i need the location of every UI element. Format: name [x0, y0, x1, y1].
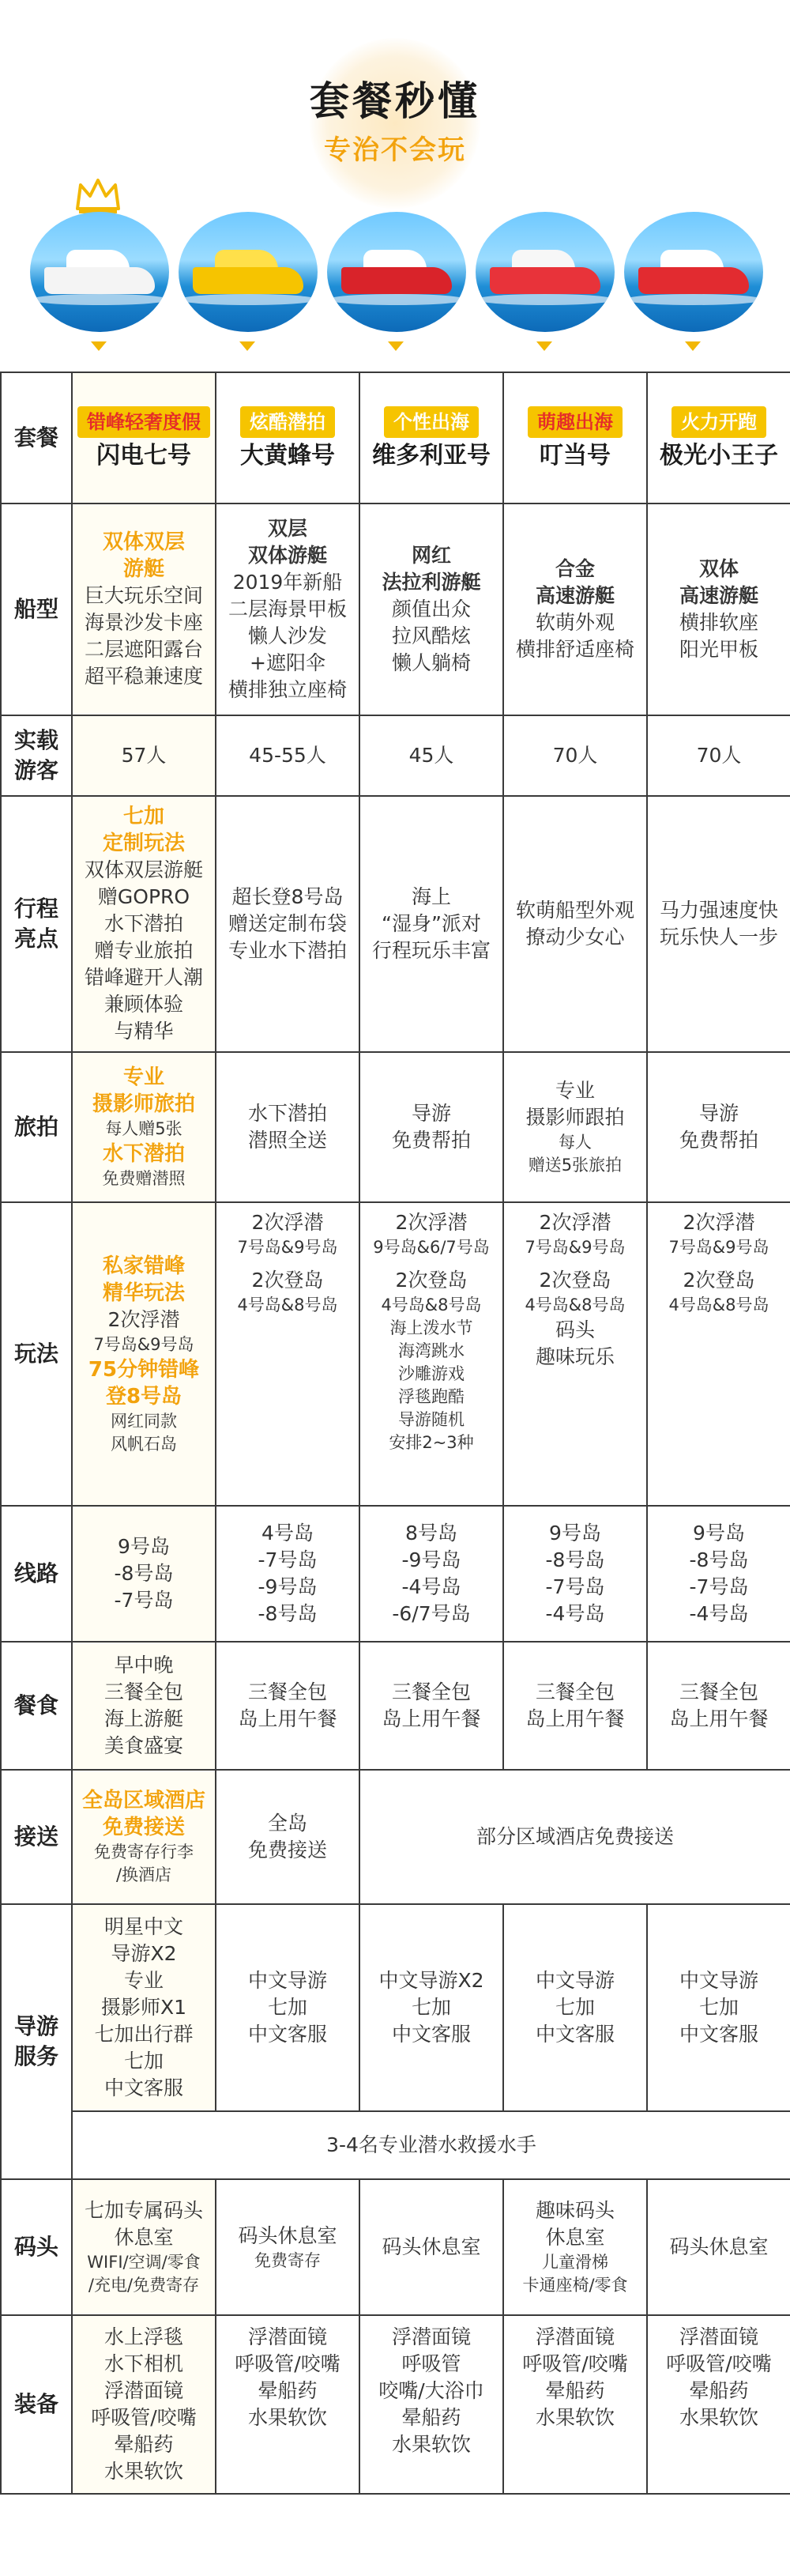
page-title: 套餐秒懂 — [310, 78, 480, 124]
text-heading: 双体游艇 — [247, 544, 327, 567]
text-line: 中文客服 — [247, 2023, 327, 2046]
text-line: 赠GOPRO — [97, 885, 190, 908]
package-1 — [72, 372, 216, 504]
route-stop: -8号岛 — [258, 1602, 318, 1625]
text-line: 中文客服 — [391, 2023, 471, 2046]
text-line: 码头休息室 — [669, 2235, 769, 2258]
pointer-5 — [685, 341, 701, 351]
package-name: 维多利亚号 — [372, 442, 491, 470]
capacity-5: 70人 — [647, 715, 790, 796]
text-line: 超平稳兼速度 — [84, 665, 203, 688]
transfer-2 — [216, 1770, 359, 1904]
meals-2 — [216, 1642, 359, 1770]
text-line: 水上浮毯 — [103, 2325, 183, 2348]
gear-5 — [647, 2315, 790, 2494]
package-3 — [359, 372, 503, 504]
row-pier — [1, 2179, 790, 2315]
text-line: 明星中文 — [103, 1915, 183, 1938]
text-line: 浮潜面镜 — [103, 2379, 183, 2402]
text-line: 咬嘴/大浴巾 — [378, 2379, 484, 2402]
small-text: 4号岛&8号岛 — [668, 1296, 769, 1314]
text-line: 赠专业旅拍 — [94, 939, 194, 962]
text-line: 巨大玩乐空间 — [84, 584, 203, 607]
small-text: 网红同款 — [111, 1411, 177, 1431]
text-line: 2次登岛 — [251, 1269, 324, 1292]
pier-1 — [72, 2179, 216, 2315]
row-transfer — [1, 1770, 790, 1904]
small-text: WIFI/空调/零食 — [87, 2253, 201, 2272]
capacity-2: 45-55人 — [216, 715, 359, 796]
boat-photo-1 — [30, 212, 169, 332]
photo-3 — [359, 1052, 503, 1202]
text-line: 呼吸管/咬嘴 — [235, 2352, 340, 2375]
text-line: 水果软饮 — [679, 2406, 758, 2429]
small-text: 4号岛&8号岛 — [237, 1296, 338, 1314]
text-line: 导游 — [698, 1102, 739, 1125]
label-meals: 餐食 — [1, 1642, 72, 1770]
text-line: 马力强速度快 — [659, 899, 778, 922]
text-line: 七加 — [411, 1996, 451, 2019]
pier-5 — [647, 2179, 790, 2315]
row-highlights — [1, 796, 790, 1052]
highlight-text: 水下潜拍 — [102, 1142, 185, 1166]
text-heading: 合金 — [555, 557, 595, 580]
route-4 — [503, 1506, 647, 1642]
boat-photo-3 — [327, 212, 466, 332]
row-play — [1, 1202, 790, 1506]
guide-4 — [503, 1904, 647, 2111]
label-boat-type: 船型 — [1, 504, 72, 715]
text-line: 软萌船型外观 — [515, 899, 634, 922]
route-3 — [359, 1506, 503, 1642]
package-4 — [503, 372, 647, 504]
boat-photo-4 — [476, 212, 615, 332]
small-text: 7号岛&9号岛 — [237, 1238, 338, 1257]
route-stop: 8号岛 — [405, 1522, 457, 1544]
small-text: 9号岛&6/7号岛 — [373, 1238, 490, 1257]
text-line: 2次浮潜 — [251, 1211, 324, 1234]
text-line: 横排独立座椅 — [228, 678, 347, 701]
text-line: 码头休息室 — [238, 2223, 337, 2247]
text-line: 中文导游 — [535, 1969, 615, 1992]
label-pier: 码头 — [1, 2179, 72, 2315]
text-line: 岛上用午餐 — [238, 1707, 337, 1730]
text-line: 趣味玩乐 — [535, 1345, 615, 1368]
guide-1 — [72, 1904, 216, 2111]
package-badge: 错峰轻奢度假 — [77, 406, 210, 438]
play-1 — [72, 1202, 216, 1506]
text-line: 二层遮阳露台 — [84, 638, 203, 661]
text-line: 免费接送 — [247, 1839, 327, 1861]
text-line: 浮潜面镜 — [679, 2325, 758, 2348]
text-line: 2次浮潜 — [107, 1307, 180, 1331]
text-line: 中文客服 — [103, 2076, 183, 2099]
text-line: 超长登8号岛 — [231, 885, 344, 908]
small-text: 免费寄存行李 — [94, 1842, 194, 1861]
text-line: 浮潜面镜 — [391, 2325, 471, 2348]
text-heading: 高速游艇 — [535, 584, 615, 607]
small-text: 海湾跳水 — [398, 1341, 465, 1360]
package-name: 叮当号 — [540, 442, 611, 470]
text-line: 七加 — [267, 1996, 307, 2019]
route-stop: 9号岛 — [693, 1522, 745, 1544]
highlight-text: 七加 — [122, 805, 164, 828]
boat-type-5 — [647, 504, 790, 715]
text-line: 颜值出众 — [391, 598, 471, 620]
text-line: 水果软饮 — [103, 2460, 183, 2483]
highlights-1 — [72, 796, 216, 1052]
text-line: 三餐全包 — [103, 1680, 183, 1703]
gear-1 — [72, 2315, 216, 2494]
label-text: 行程 — [13, 896, 58, 922]
text-line: 2次浮潜 — [683, 1211, 755, 1234]
label-guide — [1, 1904, 72, 2179]
highlight-text: 双体双层 — [102, 530, 185, 554]
row-photo — [1, 1052, 790, 1202]
package-name: 大黄蜂号 — [240, 442, 335, 470]
play-4 — [503, 1202, 647, 1506]
header — [0, 0, 790, 372]
text-line: 2019年新船 — [232, 571, 343, 594]
row-boat-type — [1, 504, 790, 715]
text-heading: 双体 — [698, 557, 739, 580]
text-line: 兼顾体验 — [103, 993, 183, 1016]
text-line: 水果软饮 — [247, 2406, 327, 2429]
route-1 — [72, 1506, 216, 1642]
text-line: 阳光甲板 — [679, 638, 758, 661]
pier-4 — [503, 2179, 647, 2315]
route-stop: -7号岛 — [114, 1589, 174, 1612]
highlights-5 — [647, 796, 790, 1052]
text-line: 中文导游 — [679, 1969, 758, 1992]
boat-type-3 — [359, 504, 503, 715]
guide-5 — [647, 1904, 790, 2111]
highlights-3 — [359, 796, 503, 1052]
package-2 — [216, 372, 359, 504]
row-meals — [1, 1642, 790, 1770]
small-text: 海上泼水节 — [389, 1318, 473, 1337]
highlight-text: 游艇 — [122, 557, 164, 581]
small-text: 每人赠5张 — [105, 1119, 182, 1138]
small-text: 安排2~3种 — [389, 1433, 474, 1452]
small-text: 4号岛&8号岛 — [381, 1296, 482, 1314]
text-line: 2次浮潜 — [539, 1211, 611, 1234]
label-route: 线路 — [1, 1506, 72, 1642]
text-line: +遮阳伞 — [250, 651, 325, 674]
photo-2 — [216, 1052, 359, 1202]
text-line: 水果软饮 — [535, 2406, 615, 2429]
play-2 — [216, 1202, 359, 1506]
text-line: 赠送定制布袋 — [228, 912, 347, 935]
highlights-4 — [503, 796, 647, 1052]
text-line: 浮潜面镜 — [247, 2325, 327, 2348]
boat-photo-5 — [624, 212, 763, 332]
boat-type-2 — [216, 504, 359, 715]
text-line: 岛上用午餐 — [669, 1707, 769, 1730]
text-line: 码头 — [555, 1318, 595, 1341]
meals-4 — [503, 1642, 647, 1770]
capacity-3: 45人 — [359, 715, 503, 796]
small-text: 沙雕游戏 — [398, 1364, 465, 1383]
highlight-text: 定制玩法 — [102, 832, 185, 855]
package-badge: 个性出海 — [384, 406, 479, 438]
transfer-1 — [72, 1770, 216, 1904]
text-line: 呼吸管/咬嘴 — [666, 2352, 772, 2375]
text-line: 中文导游 — [247, 1969, 327, 1992]
package-badge: 萌趣出海 — [528, 406, 623, 438]
text-line: 2次登岛 — [539, 1269, 611, 1292]
pointer-3 — [388, 341, 404, 351]
package-name: 极光小王子 — [660, 442, 778, 470]
text-line: 岛上用午餐 — [525, 1707, 625, 1730]
label-transfer: 接送 — [1, 1770, 72, 1904]
package-badge: 炫酷潜拍 — [240, 406, 335, 438]
gear-4 — [503, 2315, 647, 2494]
row-route — [1, 1506, 790, 1642]
text-line: 休息室 — [545, 2226, 605, 2249]
text-line: 错峰避开人潮 — [84, 966, 203, 989]
text-heading: 法拉利游艇 — [382, 571, 481, 594]
route-stop: -8号岛 — [545, 1548, 605, 1571]
text-line: 懒人躺椅 — [391, 651, 471, 674]
meals-5 — [647, 1642, 790, 1770]
text-line: 浮潜面镜 — [535, 2325, 615, 2348]
row-capacity — [1, 715, 790, 796]
small-text: 7号岛&9号岛 — [93, 1334, 194, 1354]
route-stop: 9号岛 — [549, 1522, 601, 1544]
text-line: 懒人沙发 — [247, 624, 327, 647]
route-stop: -8号岛 — [689, 1548, 749, 1571]
meals-3 — [359, 1642, 503, 1770]
text-line: 二层海景甲板 — [228, 598, 347, 620]
route-stop: -7号岛 — [689, 1575, 749, 1598]
text-line: 七加 — [123, 2050, 164, 2072]
text-line: 水下潜拍 — [247, 1102, 327, 1125]
small-text: /充电/免费寄存 — [88, 2276, 200, 2295]
text-line: 呼吸管 — [401, 2352, 461, 2375]
small-text: 卡通座椅/零食 — [522, 2276, 628, 2295]
route-stop: -4号岛 — [689, 1602, 749, 1625]
text-line: 2次登岛 — [683, 1269, 755, 1292]
text-line: 三餐全包 — [535, 1680, 615, 1703]
text-line: 晕船药 — [401, 2406, 461, 2429]
route-stop: -9号岛 — [401, 1548, 461, 1571]
text-line: 行程玩乐丰富 — [371, 939, 491, 962]
text-line: 晕船药 — [689, 2379, 749, 2402]
photo-1 — [72, 1052, 216, 1202]
highlight-text: 精华玩法 — [102, 1280, 185, 1305]
label-text: 服务 — [13, 2043, 58, 2069]
route-stop: -8号岛 — [114, 1562, 174, 1585]
text-heading: 网红 — [411, 544, 451, 567]
text-line: 导游X2 — [111, 1942, 177, 1965]
package-name: 闪电七号 — [96, 442, 191, 470]
text-line: 呼吸管/咬嘴 — [522, 2352, 628, 2375]
play-5 — [647, 1202, 790, 1506]
meals-1 — [72, 1642, 216, 1770]
comparison-table — [0, 372, 790, 2495]
text-line: 早中晚 — [114, 1654, 174, 1676]
text-line: 免费帮拍 — [391, 1129, 471, 1152]
text-line: 水下潜拍 — [103, 912, 183, 935]
route-stop: -9号岛 — [258, 1575, 318, 1598]
text-line: 2次浮潜 — [395, 1211, 468, 1234]
text-line: 摄影师X1 — [100, 1996, 187, 2019]
text-line: 三餐全包 — [247, 1680, 327, 1703]
package-5 — [647, 372, 790, 504]
label-photo: 旅拍 — [1, 1052, 72, 1202]
text-line: 海上 — [411, 885, 451, 908]
text-heading: 高速游艇 — [679, 584, 758, 607]
highlight-text: 免费接送 — [102, 1816, 185, 1839]
label-highlights — [1, 796, 72, 1052]
row-package — [1, 372, 790, 504]
highlight-text: 登8号岛 — [105, 1384, 182, 1409]
pointer-2 — [239, 341, 255, 351]
text-line: 横排舒适座椅 — [515, 638, 634, 661]
text-line: 海上游艇 — [103, 1707, 183, 1730]
small-text: 免费赠潜照 — [102, 1169, 186, 1188]
pier-2 — [216, 2179, 359, 2315]
small-text: 赠送5张旅拍 — [528, 1156, 623, 1175]
text-line: 晕船药 — [114, 2433, 174, 2456]
text-line: 中文客服 — [535, 2023, 615, 2046]
text-line: 水下相机 — [103, 2352, 183, 2375]
text-line: 趣味码头 — [535, 2199, 615, 2222]
text-line: 专业 — [555, 1079, 595, 1102]
text-line: 三餐全包 — [679, 1680, 758, 1703]
text-line: 七加 — [555, 1996, 595, 2019]
text-line: 岛上用午餐 — [382, 1707, 481, 1730]
highlight-text: 75分钟错峰 — [88, 1357, 200, 1382]
highlights-2 — [216, 796, 359, 1052]
route-5 — [647, 1506, 790, 1642]
capacity-1: 57人 — [72, 715, 216, 796]
route-stop: -4号岛 — [401, 1575, 461, 1598]
boat-type-1 — [72, 504, 216, 715]
label-text: 亮点 — [13, 926, 58, 952]
package-badge: 火力开跑 — [672, 406, 766, 438]
highlight-text: 全岛区域酒店 — [81, 1789, 205, 1812]
text-line: 拉风酷炫 — [391, 624, 471, 647]
route-stop: 9号岛 — [118, 1535, 170, 1558]
label-capacity — [1, 715, 72, 796]
small-text: 4号岛&8号岛 — [525, 1296, 626, 1314]
text-line: 休息室 — [114, 2226, 174, 2249]
small-text: 儿童滑梯 — [542, 2253, 608, 2272]
text-line: 中文客服 — [679, 2023, 758, 2046]
text-line: 专业 — [123, 1969, 164, 1992]
pier-3 — [359, 2179, 503, 2315]
guide-3 — [359, 1904, 503, 2111]
play-3 — [359, 1202, 503, 1506]
boat-photo-2 — [179, 212, 318, 332]
text-line: 专业水下潜拍 — [228, 939, 347, 962]
route-stop: 4号岛 — [261, 1522, 314, 1544]
route-stop: -6/7号岛 — [392, 1602, 471, 1625]
text-line: 导游 — [411, 1102, 451, 1125]
row-gear — [1, 2315, 790, 2494]
text-line: 七加出行群 — [94, 2023, 194, 2046]
pointer-1 — [91, 341, 107, 351]
pointer-4 — [536, 341, 552, 351]
text-line: 与精华 — [114, 1020, 174, 1043]
text-line: 全岛 — [267, 1812, 307, 1835]
text-line: 免费帮拍 — [679, 1129, 758, 1152]
photo-5 — [647, 1052, 790, 1202]
gear-2 — [216, 2315, 359, 2494]
text-line: 2次登岛 — [395, 1269, 468, 1292]
row-guide — [1, 1904, 790, 2111]
text-heading: 双层 — [267, 517, 307, 540]
highlight-text: 摄影师旅拍 — [92, 1092, 195, 1116]
text-line: 潜照全送 — [247, 1129, 327, 1152]
label-text: 导游 — [13, 2013, 58, 2039]
rescue-info: 3-4名专业潜水救援水手 — [72, 2111, 790, 2179]
text-line: 撩动少女心 — [525, 926, 625, 949]
text-line: 三餐全包 — [391, 1680, 471, 1703]
transfer-rest: 部分区域酒店免费接送 — [359, 1770, 790, 1904]
route-stop: -4号岛 — [545, 1602, 605, 1625]
label-text: 游客 — [13, 757, 58, 783]
small-text: 每人 — [559, 1133, 592, 1152]
label-text: 实载 — [13, 727, 58, 753]
small-text: 免费寄存 — [254, 2250, 321, 2270]
label-package: 套餐 — [1, 372, 72, 504]
text-line: 七加专属码头 — [84, 2199, 203, 2222]
text-line: 码头休息室 — [382, 2235, 481, 2258]
route-stop: -7号岛 — [545, 1575, 605, 1598]
crown-icon — [73, 175, 123, 217]
highlight-text: 专业 — [122, 1065, 164, 1089]
small-text: 导游随机 — [398, 1410, 465, 1429]
text-line: 海景沙发卡座 — [84, 611, 203, 634]
text-line: 呼吸管/咬嘴 — [91, 2406, 197, 2429]
small-text: 风帆石岛 — [111, 1434, 177, 1454]
text-line: 软萌外观 — [535, 611, 615, 634]
capacity-4: 70人 — [503, 715, 647, 796]
gear-3 — [359, 2315, 503, 2494]
text-line: 摄影师跟拍 — [525, 1106, 625, 1129]
highlight-text: 私家错峰 — [102, 1254, 185, 1278]
guide-2 — [216, 1904, 359, 2111]
text-line: 中文导游X2 — [378, 1969, 484, 1992]
text-line: 水果软饮 — [391, 2433, 471, 2456]
photo-4 — [503, 1052, 647, 1202]
small-text: 7号岛&9号岛 — [668, 1238, 769, 1257]
boat-type-4 — [503, 504, 647, 715]
page-subtitle: 专治不会玩 — [324, 134, 466, 166]
small-text: /换酒店 — [115, 1865, 172, 1884]
row-rescue — [1, 2111, 790, 2179]
text-line: 玩乐快人一步 — [659, 926, 778, 949]
small-text: 浮毯跑酷 — [398, 1387, 465, 1406]
route-2 — [216, 1506, 359, 1642]
text-line: 横排软座 — [679, 611, 758, 634]
text-line: 七加 — [698, 1996, 739, 2019]
label-play: 玩法 — [1, 1202, 72, 1506]
text-line: 双体双层游艇 — [84, 858, 203, 881]
text-line: “湿身”派对 — [382, 912, 481, 935]
text-line: 美食盛宴 — [103, 1734, 183, 1757]
text-line: 晕船药 — [545, 2379, 605, 2402]
small-text: 7号岛&9号岛 — [525, 1238, 626, 1257]
route-stop: -7号岛 — [258, 1548, 318, 1571]
text-line: 晕船药 — [258, 2379, 318, 2402]
label-gear: 装备 — [1, 2315, 72, 2494]
